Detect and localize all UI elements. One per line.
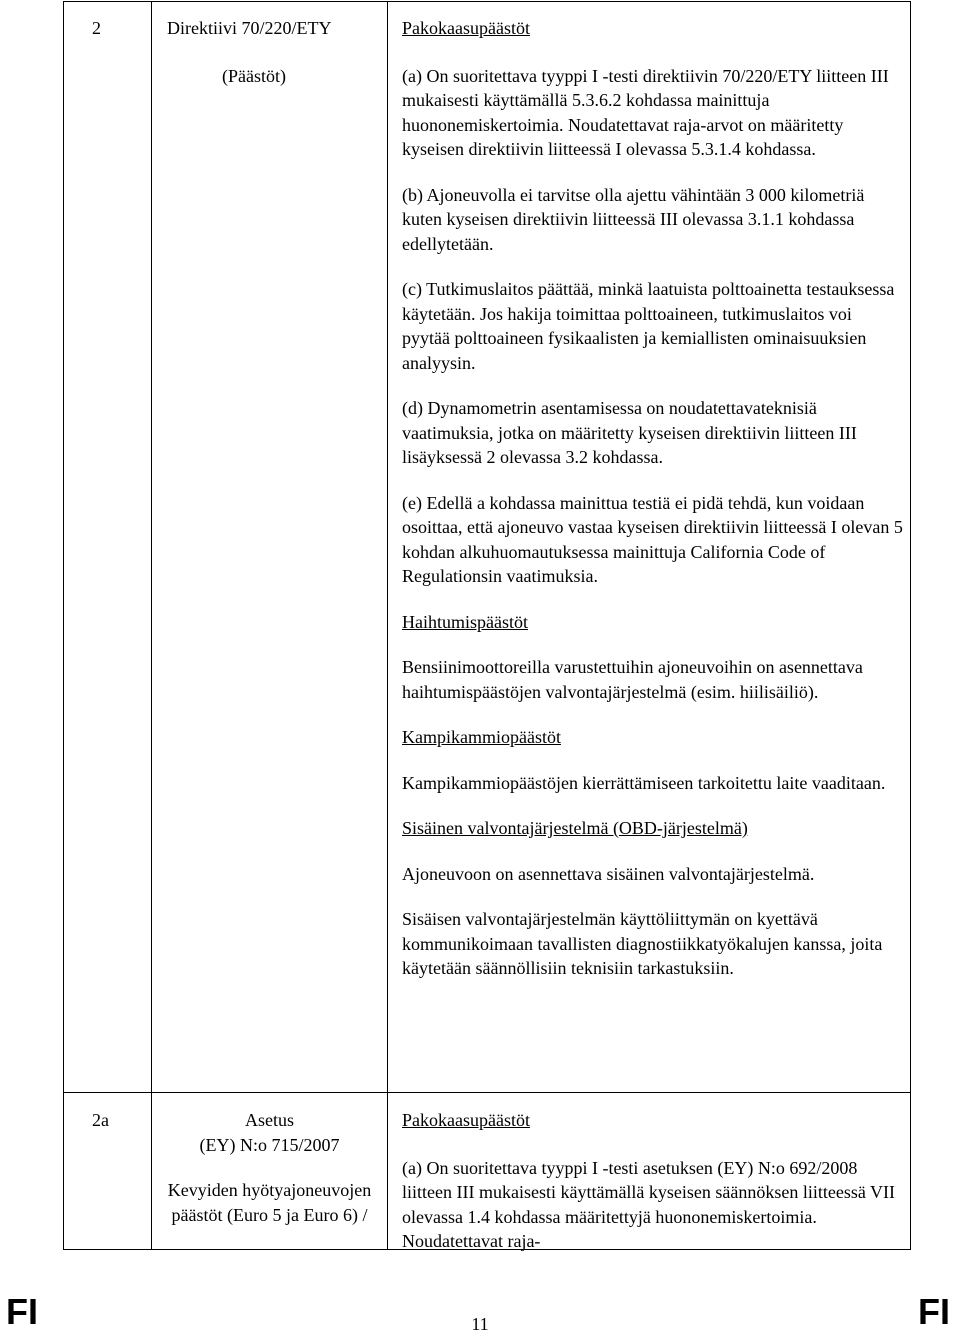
obd-text-2: Sisäisen valvontajärjestelmän käyttöliittymän on kyettävä kommunikoimaan tavallisten diagnostiikkatyökalujen kanssa, joita käytetään säännöllisiin teknisiin tarkastuksiin. bbox=[402, 909, 883, 978]
row-divider bbox=[64, 1092, 910, 1093]
regulation-title: Asetus bbox=[245, 1110, 294, 1130]
page-number: 11 bbox=[471, 1314, 489, 1334]
regulation-reference bbox=[152, 1108, 387, 1227]
evaporative-emissions-text: Bensiinimoottoreilla varustettuihin ajoneuvoihin on asennettava haihtumispäästöjen valvontajärjestelmä (esim. hiilisäiliö). bbox=[402, 657, 863, 702]
obd-text-1: Ajoneuvoon on asennettava sisäinen valvontajärjestelmä. bbox=[402, 863, 815, 884]
crankcase-emissions-text: Kampikammiopäästöjen kierrättämiseen tarkoitettu laite vaaditaan. bbox=[402, 772, 886, 793]
regulation-description: Kevyiden hyötyajoneuvojen päästöt (Euro 5 ja Euro 6) / bbox=[167, 1180, 372, 1225]
paragraph-e: (e) Edellä a kohdassa mainittua testiä ei pidä tehdä, kun voidaan osoittaa, että ajoneuvo vastaa kyseisen direktiivin liitteessä I olevan 5 kohdan alkuhuomautuksessa mainittuja California Code of Regulationsin vaatimuksia. bbox=[402, 492, 903, 586]
directive-reference: Direktiivi 70/220/ETY bbox=[167, 18, 332, 38]
directive-subtitle: (Päästöt) bbox=[222, 66, 286, 86]
regulation-number: (EY) N:o 715/2007 bbox=[199, 1134, 340, 1155]
paragraph-a: (a) On suoritettava tyyppi I -testi direktiivin 70/220/ETY liitteen III mukaisesti käyttämällä 5.3.6.2 kohdassa mainittuja huononemiskertoimia. Noudatettavat raja-arvot on määritetty kyseisen direktiivin liitteessä I olevassa 5.3.1.4 kohdassa. bbox=[402, 65, 889, 159]
paragraph-b: (b) Ajoneuvolla ei tarvitse olla ajettu vähintään 3 000 kilometriä kuten kyseisen direktiivin liitteessä III olevassa 3.1.1 kohdassa edellytetään. bbox=[402, 184, 865, 254]
evaporative-emissions-heading: Haihtumispäästöt bbox=[402, 611, 528, 632]
tailpipe-emissions-heading: Pakokaasupäästöt bbox=[402, 1110, 530, 1130]
language-code-left: FI bbox=[6, 1291, 38, 1332]
obd-heading: Sisäinen valvontajärjestelmä (OBD-järjestelmä) bbox=[402, 818, 748, 838]
row-number: 2a bbox=[92, 1110, 109, 1130]
row-number: 2 bbox=[92, 18, 101, 38]
paragraph-c: (c) Tutkimuslaitos päättää, minkä laatuista polttoainetta testauksessa käytetään. Jos hakija toimittaa polttoaineen, tutkimuslaitos voi pyytää polttoaineen fysikaalisten ja kemiallisten ominaisuuksien analyysin. bbox=[402, 279, 895, 373]
column-divider bbox=[151, 2, 152, 1249]
crankcase-emissions-heading: Kampikammiopäästöt bbox=[402, 727, 561, 747]
column-divider bbox=[387, 2, 388, 1249]
row2-requirements bbox=[402, 16, 904, 981]
paragraph-d: (d) Dynamometrin asentamisessa on noudatettavateknisiä vaatimuksia, jotka on määritetty kyseisen direktiivin liitteen III lisäyksessä 2 olevassa 3.2 kohdassa. bbox=[402, 398, 857, 467]
paragraph-a: (a) On suoritettava tyyppi I -testi asetuksen (EY) N:o 692/2008 liitteen III mukaisesti käyttämällä kyseisen säännöksen liitteessä VII olevassa 1.4 kohdassa määritettyjä huononemiskertoimia. Noudatettavat raja- bbox=[402, 1157, 896, 1251]
row2a-requirements bbox=[402, 1108, 904, 1254]
tailpipe-emissions-heading: Pakokaasupäästöt bbox=[402, 18, 530, 38]
requirements-table bbox=[63, 1, 911, 1250]
language-code-right: FI bbox=[918, 1291, 950, 1332]
